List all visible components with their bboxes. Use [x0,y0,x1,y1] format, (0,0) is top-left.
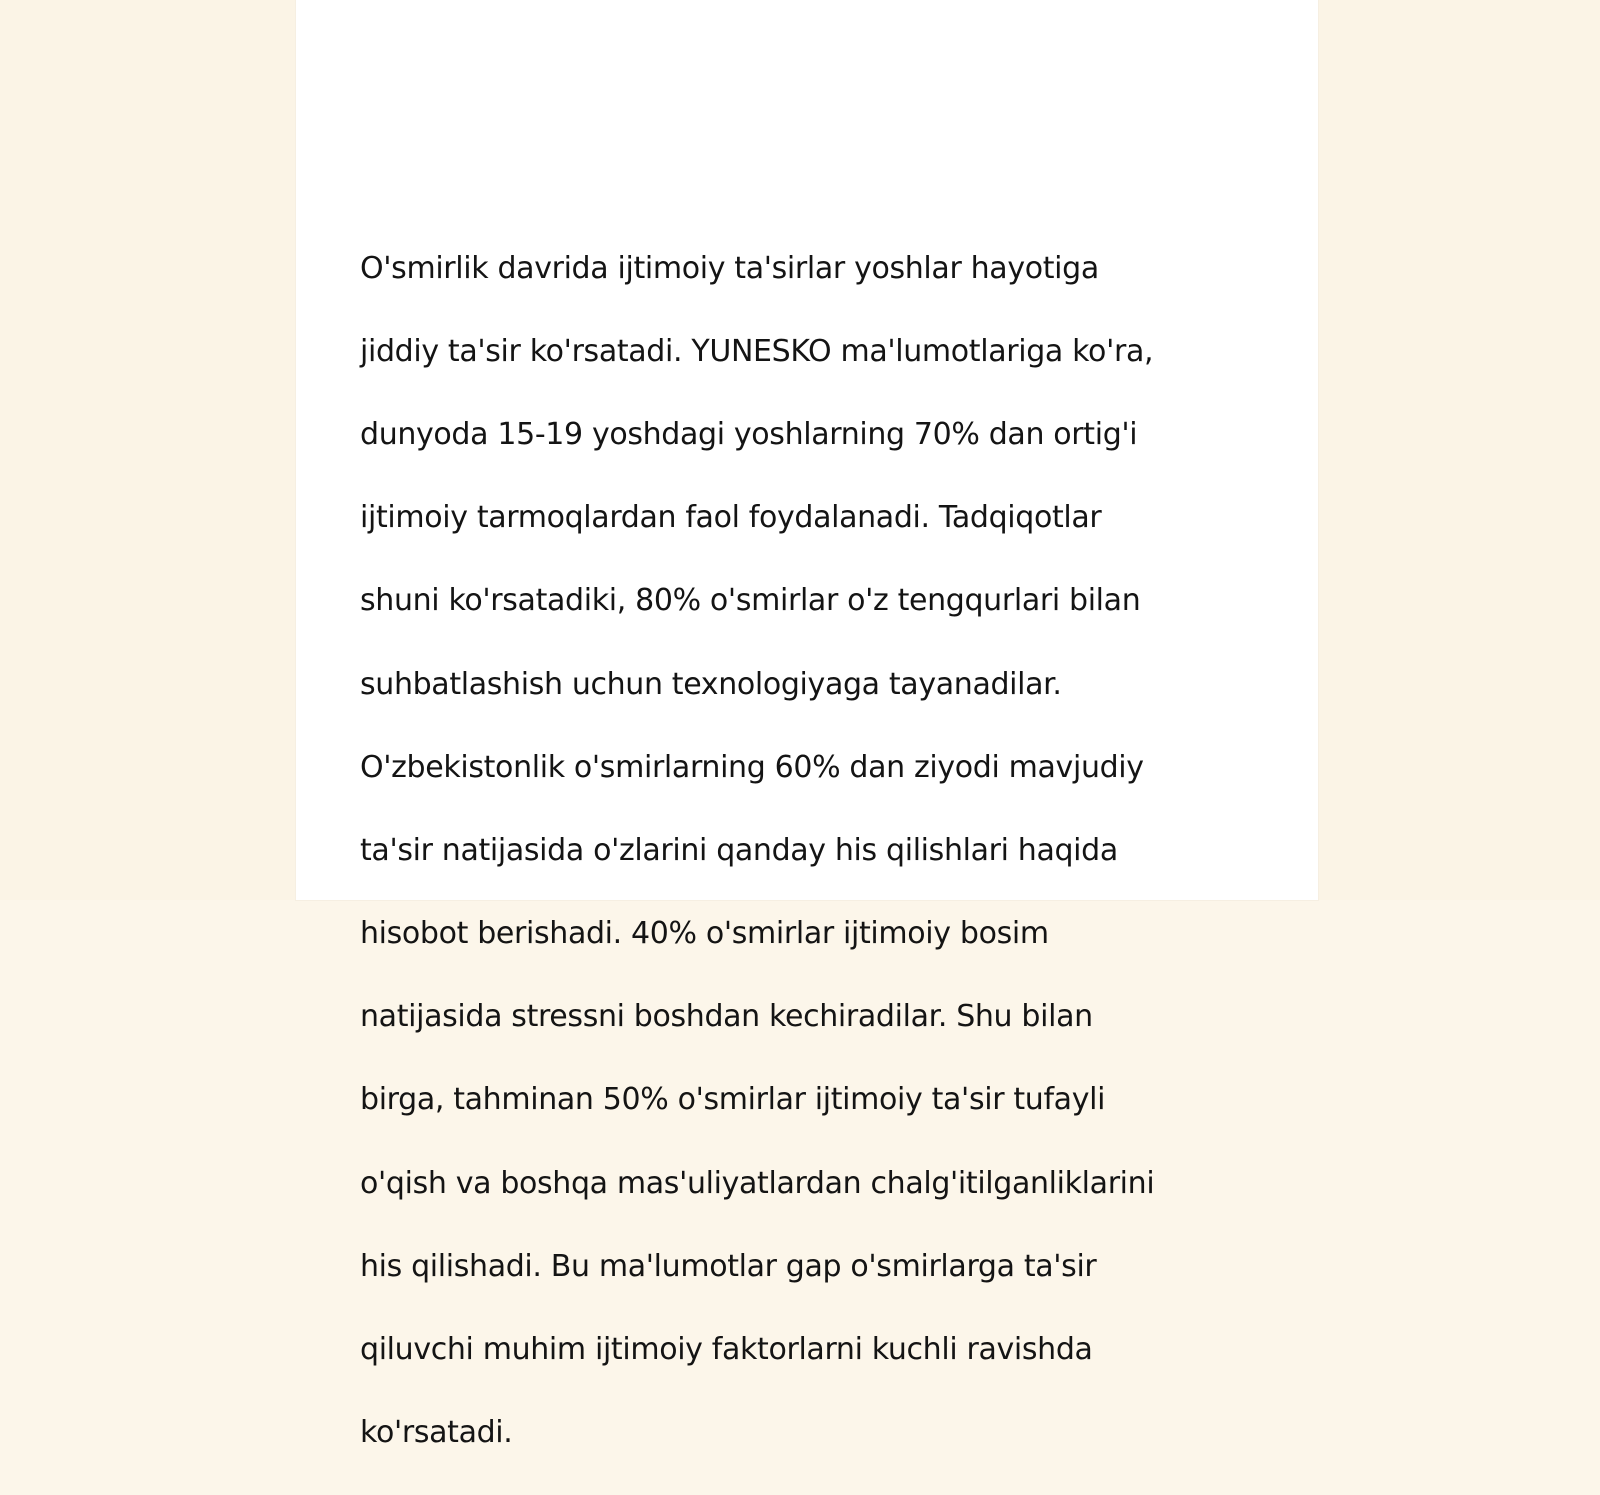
paragraph-line: suhbatlashish uchun texnologiyaga tayanadilar. [360,666,1062,702]
left-margin-band [0,0,296,900]
paragraph-line: birga, tahminan 50% o'smirlar ijtimoiy ta'sir tufayli [360,1082,1106,1118]
paragraph-line: shuni ko'rsatadiki, 80% o'smirlar o'z tengqurlari bilan [360,583,1141,619]
paragraph-line: O'zbekistonlik o'smirlarning 60% dan ziyodi mavjudiy [360,749,1144,785]
paragraph-line: ijtimoiy tarmoqlardan faol foydalanadi. Tadqiqotlar [360,500,1102,536]
paragraph-line: ko'rsatadi. [360,1415,513,1451]
paragraph-line: hisobot berishadi. 40% o'smirlar ijtimoiy bosim [360,916,1049,952]
paragraph-line: his qilishadi. Bu ma'lumotlar gap o'smirlarga ta'sir [360,1248,1097,1284]
right-margin-band [1318,0,1600,900]
paragraph-line: jiddiy ta'sir ko'rsatadi. YUNESKO ma'lumotlariga ko'ra, [360,333,1154,369]
paragraph-line: natijasida stressni boshdan kechiradilar. Shu bilan [360,999,1093,1035]
paragraph-line: dunyoda 15-19 yoshdagi yoshlarning 70% dan ortig'i [360,416,1138,452]
document-page [296,0,1318,1451]
body-paragraph [360,206,1260,1495]
paragraph-line: O'smirlik davrida ijtimoiy ta'sirlar yoshlar hayotiga [360,250,1099,286]
paragraph-line: qiluvchi muhim ijtimoiy faktorlarni kuchli ravishda [360,1332,1093,1368]
paragraph-line: o'qish va boshqa mas'uliyatlardan chalg'itilganliklarini [360,1165,1155,1201]
paragraph-line: ta'sir natijasida o'zlarini qanday his qilishlari haqida [360,832,1118,868]
